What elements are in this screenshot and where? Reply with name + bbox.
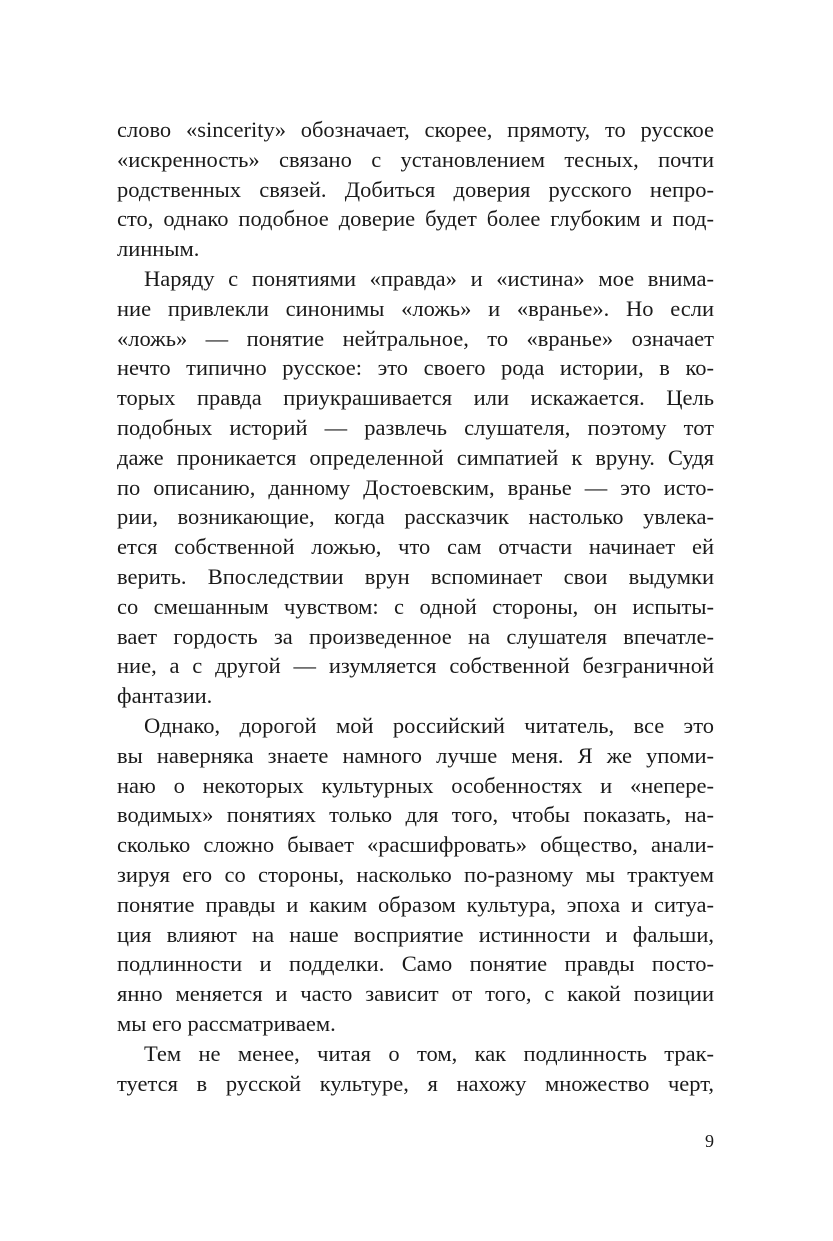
text-line: вает гордость за произведенное на слушателя впечатле- [117, 623, 714, 649]
text-line: сколько сложно бывает «расшифровать» общество, анали- [117, 832, 714, 858]
paragraph [117, 1039, 714, 1099]
paragraph [117, 115, 714, 264]
text-line: мы его рассматриваем. [117, 1010, 336, 1036]
text-line: Наряду с понятиями «правда» и «истина» мое внима- [144, 265, 714, 291]
text-line: родственных связей. Добиться доверия русского непро- [117, 176, 714, 202]
text-line: рии, возникающие, когда рассказчик настолько увлека- [117, 504, 714, 530]
text-line: ция влияют на наше восприятие истинности и фальши, [117, 921, 714, 947]
text-line: подобных историй — развлечь слушателя, поэтому тот [117, 414, 714, 440]
text-line: наю о некоторых культурных особенностях и «непере- [117, 772, 714, 798]
text-line: «ложь» — понятие нейтральное, то «вранье» означает [117, 325, 714, 351]
text-line: даже проникается определенной симпатией к вруну. Судя [117, 444, 714, 470]
text-line: подлинности и подделки. Само понятие правды посто- [117, 951, 714, 977]
text-line: фантазии. [117, 683, 213, 709]
text-line: линным. [117, 236, 200, 262]
text-line: туется в русской культуре, я нахожу множество черт, [117, 1070, 714, 1096]
text-line: со смешанным чувством: с одной стороны, он испыты- [117, 593, 714, 619]
text-line: сто, однако подобное доверие будет более глубоким и под- [117, 206, 714, 232]
text-line: по описанию, данному Достоевским, вранье — это исто- [117, 474, 714, 500]
paragraph [117, 264, 714, 711]
text-line: слово «sincerity» обозначает, скорее, прямоту, то русское [117, 117, 714, 142]
text-line: Тем не менее, читая о том, как подлинность трак- [144, 1040, 714, 1066]
text-line: Однако, дорогой мой российский читатель, все это [144, 712, 714, 738]
text-line: вы наверняка знаете намного лучше меня. Я же упоми- [117, 742, 714, 768]
text-line: «искренность» связано с установлением тесных, почти [117, 146, 714, 172]
page-body-text [117, 115, 714, 1098]
text-line: понятие правды и каким образом культура, эпоха и ситуа- [117, 891, 714, 917]
text-line: янно меняется и часто зависит от того, с какой позиции [117, 981, 714, 1007]
text-line: верить. Впоследствии врун вспоминает свои выдумки [117, 563, 714, 589]
text-line: водимых» понятиях только для того, чтобы показать, на- [117, 802, 714, 828]
text-line: нечто типично русское: это своего рода истории, в ко- [117, 355, 714, 381]
text-line: ется собственной ложью, что сам отчасти начинает ей [117, 534, 714, 560]
text-line: ние привлекли синонимы «ложь» и «вранье». Но если [117, 295, 714, 321]
paragraph [117, 711, 714, 1039]
text-line: ние, а с другой — изумляется собственной безграничной [117, 653, 714, 679]
page-number: 9 [705, 1131, 714, 1151]
text-line: торых правда приукрашивается или искажается. Цель [117, 385, 714, 411]
text-line: зируя его со стороны, насколько по-разному мы трактуем [117, 861, 714, 887]
